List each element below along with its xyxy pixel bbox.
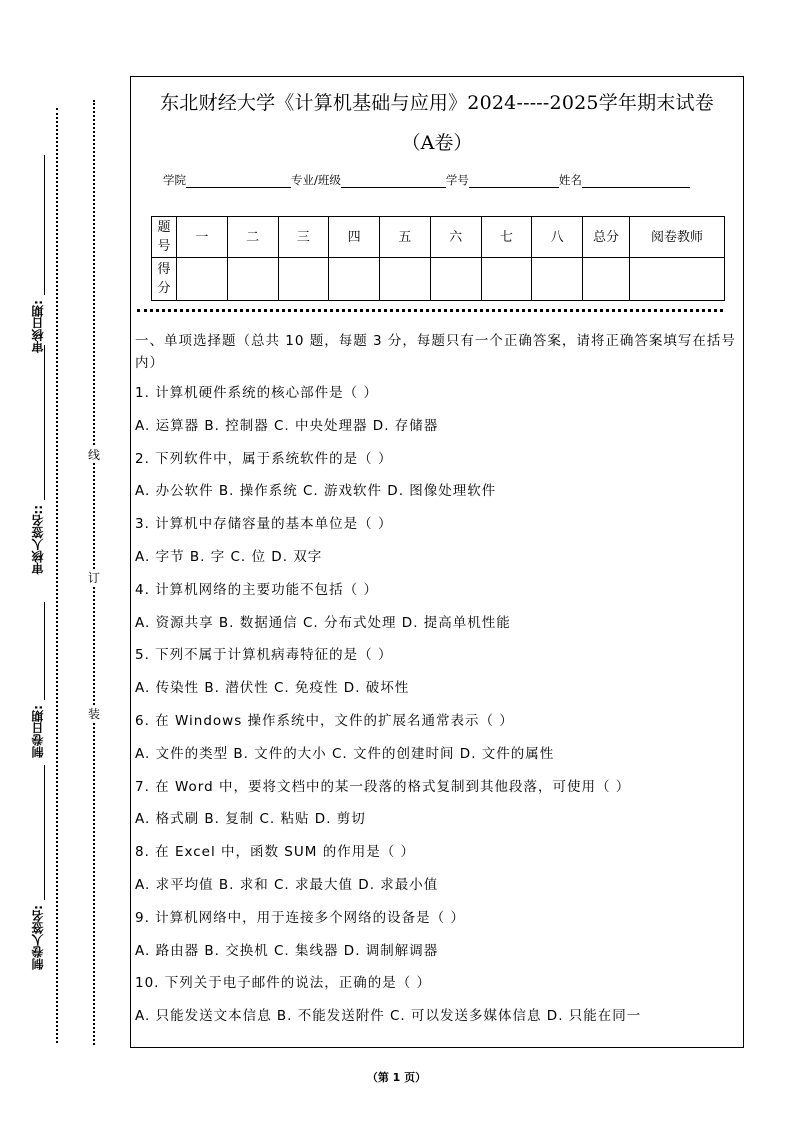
question-options: A. 传染性 B. 潜伏性 C. 免疫性 D. 破坏性 [135,680,410,697]
name-field[interactable] [582,174,690,188]
creator-signature-label: 制卷人签名: [31,905,45,970]
question-text: 3. 计算机中存储容量的基本单位是（ ） [135,516,393,533]
question-text: 5. 下列不属于计算机病毒特征的是（ ） [135,647,393,664]
binding-char-xian: 线 [87,448,100,462]
question-text: 9. 计算机网络中，用于连接多个网络的设备是（ ） [135,909,465,926]
score-header-cell: 三 [278,217,329,258]
college-field[interactable] [186,174,291,188]
section-heading: 一、单项选择题（总共 10 题，每题 3 分，每题只有一个正确答案，请将正确答案填写在括号内） [135,333,736,371]
creation-date-label: 制卷日期: [31,705,45,758]
score-cell[interactable] [630,258,725,301]
review-date-line [44,155,45,295]
dotted-separator [137,309,723,312]
score-cell[interactable] [177,258,228,301]
question-options: A. 格式刷 B. 复制 C. 粘贴 D. 剪切 [135,811,366,828]
exam-content [135,330,740,1038]
binding-char-ding: 订 [87,571,100,585]
exam-subtitle: （A卷） [401,132,473,154]
score-cell[interactable] [583,258,630,301]
reviewer-signature-label: 审核人签名:: [31,505,45,575]
question-options: A. 运算器 B. 控制器 C. 中央处理器 D. 存储器 [135,417,439,434]
score-header-cell: 六 [430,217,481,258]
creation-date-line [44,602,45,700]
student-info-line [163,172,690,188]
reviewer-signature-line [44,345,45,500]
binding-char-zhuang: 装 [87,707,100,721]
score-header-cell: 二 [227,217,278,258]
score-cell[interactable] [430,258,481,301]
score-header-cell: 八 [532,217,583,258]
score-cell[interactable] [278,258,329,301]
question-options: A. 求平均值 B. 求和 C. 求最大值 D. 求最小值 [135,876,439,893]
score-cell[interactable] [481,258,532,301]
review-date-label: 审核日期: [31,300,45,353]
question-options: A. 字节 B. 字 C. 位 D. 双字 [135,548,323,565]
question-text: 1. 计算机硬件系统的核心部件是（ ） [135,385,378,401]
college-label: 学院 [163,173,186,187]
major-class-field[interactable] [341,174,446,188]
major-class-label: 专业/班级 [291,173,341,187]
score-header-cell: 四 [329,217,380,258]
question-text: 10. 下列关于电子邮件的说法，正确的是（ ） [135,975,432,992]
score-cell[interactable] [532,258,583,301]
score-header-cell: 七 [481,217,532,258]
score-row-label: 得分 [152,258,177,301]
score-header-cell: 阅卷教师 [630,217,725,258]
score-cell[interactable] [380,258,431,301]
student-id-field[interactable] [469,174,559,188]
question-text: 6. 在 Windows 操作系统中，文件的扩展名通常表示（ ） [135,712,514,729]
page-number: （第 1 页） [366,1071,427,1084]
score-header-cell: 五 [380,217,431,258]
student-id-label: 学号 [445,173,469,187]
question-options: A. 只能发送文本信息 B. 不能发送附件 C. 可以发送多媒体信息 D. 只能在同一 [135,1008,642,1025]
question-options: A. 路由器 B. 交换机 C. 集线器 D. 调制解调器 [135,942,439,959]
question-text: 8. 在 Excel 中，函数 SUM 的作用是（ ） [135,844,415,861]
score-header-cell: 一 [177,217,228,258]
exam-title: 东北财经大学《计算机基础与应用》2024-----2025学年期末试卷 [160,92,714,114]
question-options: A. 办公软件 B. 操作系统 C. 游戏软件 D. 图像处理软件 [135,483,497,500]
question-options: A. 资源共享 B. 数据通信 C. 分布式处理 D. 提高单机性能 [135,614,511,631]
score-header-cell: 总分 [583,217,630,258]
score-table [151,216,725,301]
score-cell[interactable] [227,258,278,301]
score-header-cell: 题号 [152,217,177,258]
question-text: 7. 在 Word 中，要将文档中的某一段落的格式复制到其他段落，可使用（ ） [135,778,631,795]
question-options: A. 文件的类型 B. 文件的大小 C. 文件的创建时间 D. 文件的属性 [135,745,555,762]
name-label: 姓名 [558,173,582,187]
binding-dotted-line-outer [56,108,58,1043]
score-cell[interactable] [329,258,380,301]
question-text: 4. 计算机网络的主要功能不包括（ ） [135,581,378,598]
question-text: 2. 下列软件中，属于系统软件的是（ ） [135,450,393,467]
creator-signature-line [44,765,45,900]
